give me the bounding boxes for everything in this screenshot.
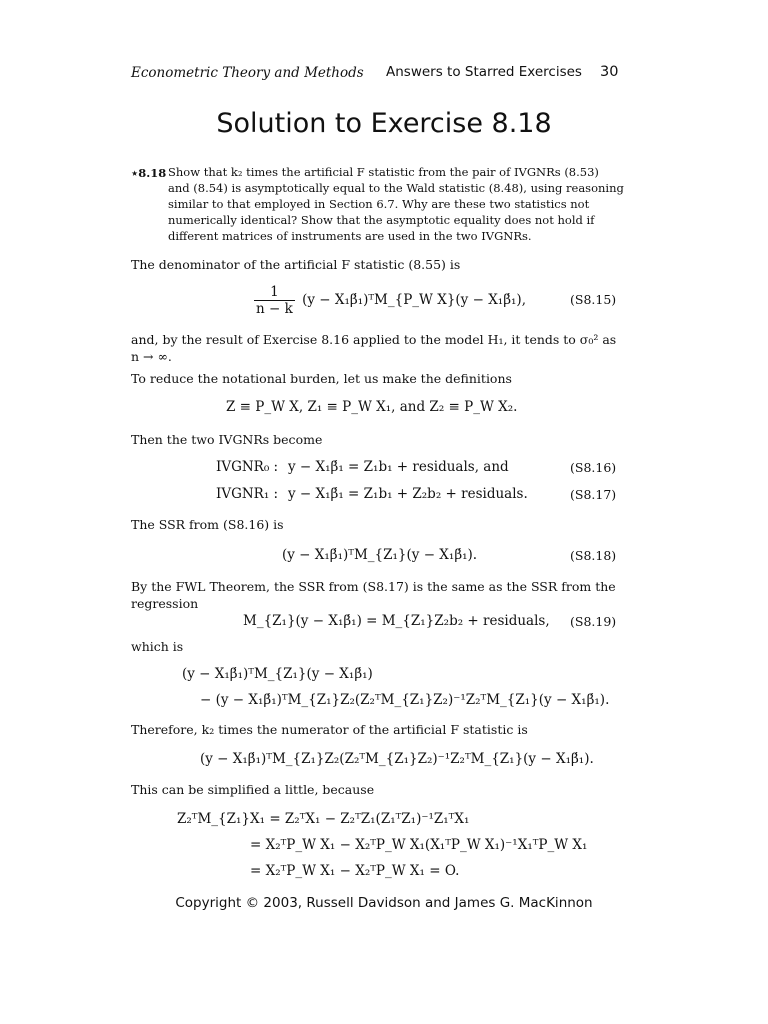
paragraph-line: and, by the result of Exercise 8.16 applied to the model H₁, it tends to σ₀² as	[131, 332, 617, 347]
equation-definitions: Z ≡ P_W X, Z₁ ≡ P_W X₁, and Z₂ ≡ P_W X₂.	[226, 399, 518, 415]
paragraph-line: By the FWL Theorem, the SSR from (S8.17) is the same as the SSR from the	[131, 579, 616, 594]
equation-simplify-line: Z₂ᵀM_{Z₁}X₁ = Z₂ᵀX₁ − Z₂ᵀZ₁(Z₁ᵀZ₁)⁻¹Z₁ᵀX₁	[177, 811, 470, 827]
fraction-numerator: 1	[254, 284, 295, 301]
equation-s8-19: M_{Z₁}(y − X₁β́₁) = M_{Z₁}Z₂b₂ + residuals,	[243, 613, 550, 629]
paragraph: The denominator of the artificial F statistic (8.55) is	[131, 257, 461, 272]
equation-s8-16-label: IVGNR₀ :	[216, 459, 279, 475]
exercise-line: similar to that employed in Section 6.7. Why are these two statistics not	[168, 197, 590, 211]
equation-numerator: (y − X₁β́₁)ᵀM_{Z₁}Z₂(Z₂ᵀM_{Z₁}Z₂)⁻¹Z₂ᵀM_{Z₁}(y − X₁β́₁).	[200, 751, 594, 767]
equation-s8-18: (y − X₁β́₁)ᵀM_{Z₁}(y − X₁β́₁).	[282, 547, 478, 563]
equation-s8-17: y − X₁β́₁ = Z₁b₁ + Z₂b₂ + residuals.	[288, 486, 528, 502]
equation-number: (S8.15)	[570, 292, 617, 307]
equation-simplify-line: = X₂ᵀP_W X₁ − X₂ᵀP_W X₁(X₁ᵀP_W X₁)⁻¹X₁ᵀP_W X₁	[250, 837, 588, 853]
equation-ssr-line-1: (y − X₁β́₁)ᵀM_{Z₁}(y − X₁β́₁)	[182, 666, 373, 682]
equation-number: (S8.19)	[570, 614, 617, 629]
page-number: 30	[600, 64, 619, 80]
equation-s8-15	[254, 284, 526, 317]
equation-s8-17-label: IVGNR₁ :	[216, 486, 279, 502]
exercise-line: and (8.54) is asymptotically equal to the Wald statistic (8.48), using reasoning	[168, 181, 624, 195]
equation-simplify-line: = X₂ᵀP_W X₁ − X₂ᵀP_W X₁ = O.	[250, 863, 460, 879]
paragraph	[131, 331, 615, 365]
equation-number: (S8.17)	[570, 487, 617, 502]
equation-number: (S8.18)	[570, 548, 617, 563]
paragraph: This can be simplified a little, because	[131, 782, 375, 797]
running-header-section: Answers to Starred Exercises	[386, 64, 582, 80]
paragraph: Therefore, k₂ times the numerator of the artificial F statistic is	[131, 722, 528, 737]
exercise-statement	[168, 164, 624, 244]
exercise-line: Show that k₂ times the artificial F statistic from the pair of IVGNRs (8.53)	[168, 165, 599, 179]
fraction	[254, 284, 295, 317]
running-header-book-title: Econometric Theory and Methods	[131, 65, 364, 81]
paragraph: To reduce the notational burden, let us make the definitions	[131, 371, 512, 386]
exercise-line: numerically identical? Show that the asymptotic equality does not hold if	[168, 213, 595, 227]
exercise-line: different matrices of instruments are used in the two IVGNRs.	[168, 229, 532, 243]
paragraph: which is	[131, 639, 184, 654]
paragraph: The SSR from (S8.16) is	[131, 517, 284, 532]
paragraph	[131, 578, 615, 612]
equation-number: (S8.16)	[570, 460, 617, 475]
fraction-denominator: n − k	[256, 301, 293, 317]
exercise-number: ⋆8.18	[131, 166, 167, 180]
paragraph-line: n → ∞.	[131, 349, 172, 364]
equation-expression: (y − X₁β́₁)ᵀM_{P_W X}(y − X₁β́₁),	[302, 292, 526, 308]
paragraph-line: regression	[131, 596, 199, 611]
copyright-footer: Copyright © 2003, Russell Davidson and James G. MacKinnon	[175, 895, 593, 911]
equation-ssr-line-2: − (y − X₁β́₁)ᵀM_{Z₁}Z₂(Z₂ᵀM_{Z₁}Z₂)⁻¹Z₂ᵀM_{Z₁}(y − X₁β́₁).	[200, 692, 610, 708]
paragraph: Then the two IVGNRs become	[131, 432, 323, 447]
page-title: Solution to Exercise 8.18	[216, 108, 552, 139]
equation-s8-16: y − X₁β́₁ = Z₁b₁ + residuals, and	[288, 459, 509, 475]
